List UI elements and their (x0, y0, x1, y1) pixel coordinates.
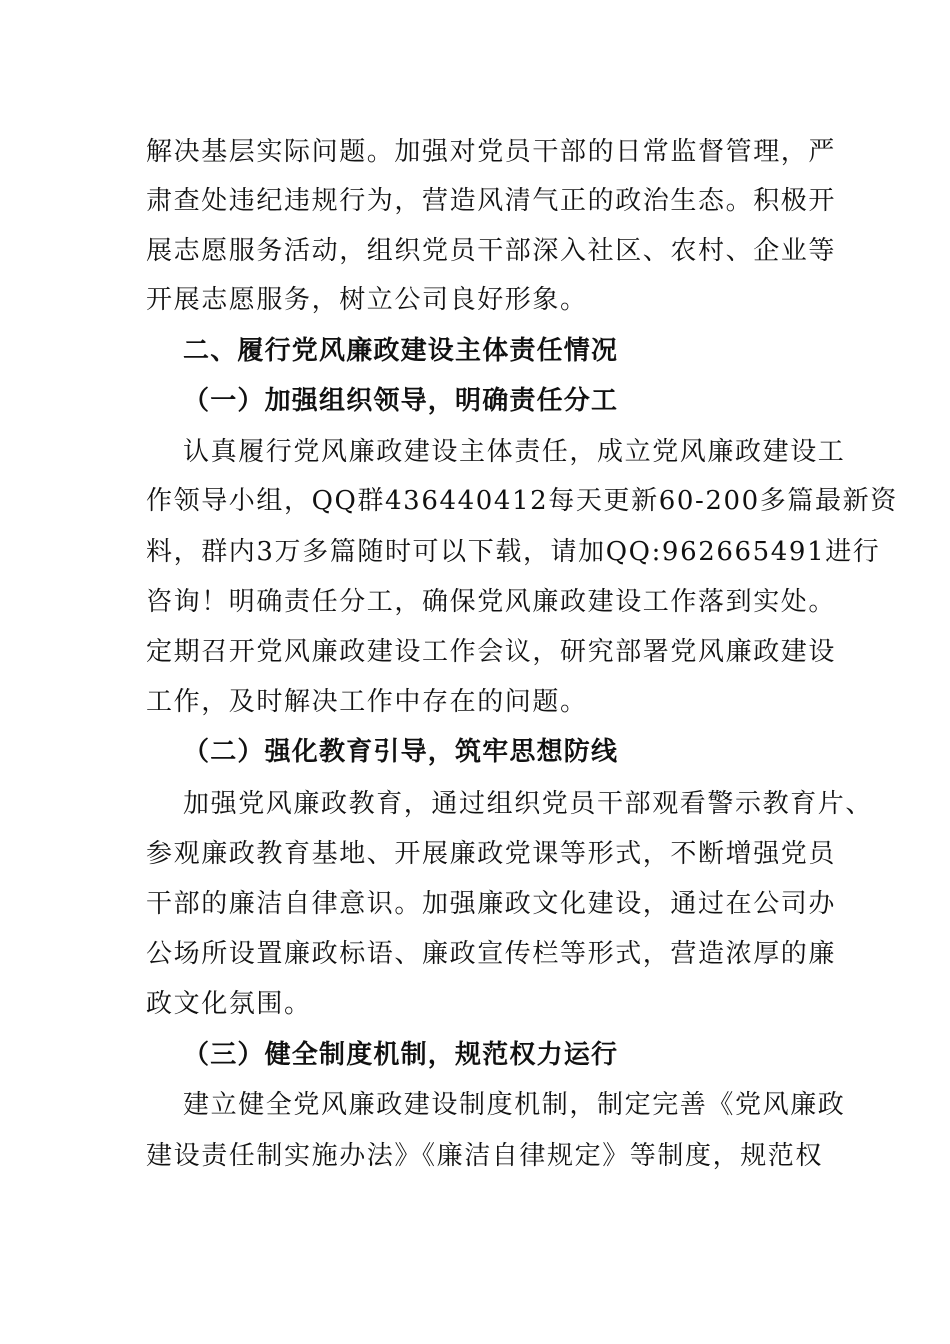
text-line: 建设责任制实施办法》《廉洁自律规定》等制度，规范权 (146, 1141, 824, 1171)
text-line: 参观廉政教育基地、开展廉政党课等形式，不断增强党员 (146, 839, 837, 869)
text-line: 工作，及时解决工作中存在的问题。 (146, 687, 588, 717)
text-line: 料，群内3万多篇随时可以下载，请加QQ:962665491进行 (146, 537, 881, 567)
subsection-heading: （二）强化教育引导，筑牢思想防线 (183, 737, 619, 767)
subsection-heading: （三）健全制度机制，规范权力运行 (183, 1040, 619, 1070)
text-line: 作领导小组，QQ群436440412每天更新60-200多篇最新资 (146, 486, 898, 516)
text-line: 认真履行党风廉政建设主体责任，成立党风廉政建设工 (183, 437, 846, 467)
text-line: 咨询！明确责任分工，确保党风廉政建设工作落到实处。 (146, 587, 837, 617)
text-line: 开展志愿服务，树立公司良好形象。 (146, 285, 588, 315)
text-line: 展志愿服务活动，组织党员干部深入社区、农村、企业等 (146, 236, 837, 266)
text-line: 政文化氛围。 (146, 989, 312, 1019)
text-line: 定期召开党风廉政建设工作会议，研究部署党风廉政建设 (146, 637, 837, 667)
section-heading: 二、履行党风廉政建设主体责任情况 (183, 336, 619, 366)
text-line: 建立健全党风廉政建设制度机制，制定完善《党风廉政 (183, 1090, 846, 1120)
text-line: 干部的廉洁自律意识。加强廉政文化建设，通过在公司办 (146, 889, 837, 919)
text-line: 公场所设置廉政标语、廉政宣传栏等形式，营造浓厚的廉 (146, 939, 837, 969)
text-line: 解决基层实际问题。加强对党员干部的日常监督管理，严 (146, 137, 837, 167)
subsection-heading: （一）加强组织领导，明确责任分工 (183, 386, 619, 416)
text-line: 肃查处违纪违规行为，营造风清气正的政治生态。积极开 (146, 186, 837, 216)
text-line: 加强党风廉政教育，通过组织党员干部观看警示教育片、 (183, 789, 874, 819)
